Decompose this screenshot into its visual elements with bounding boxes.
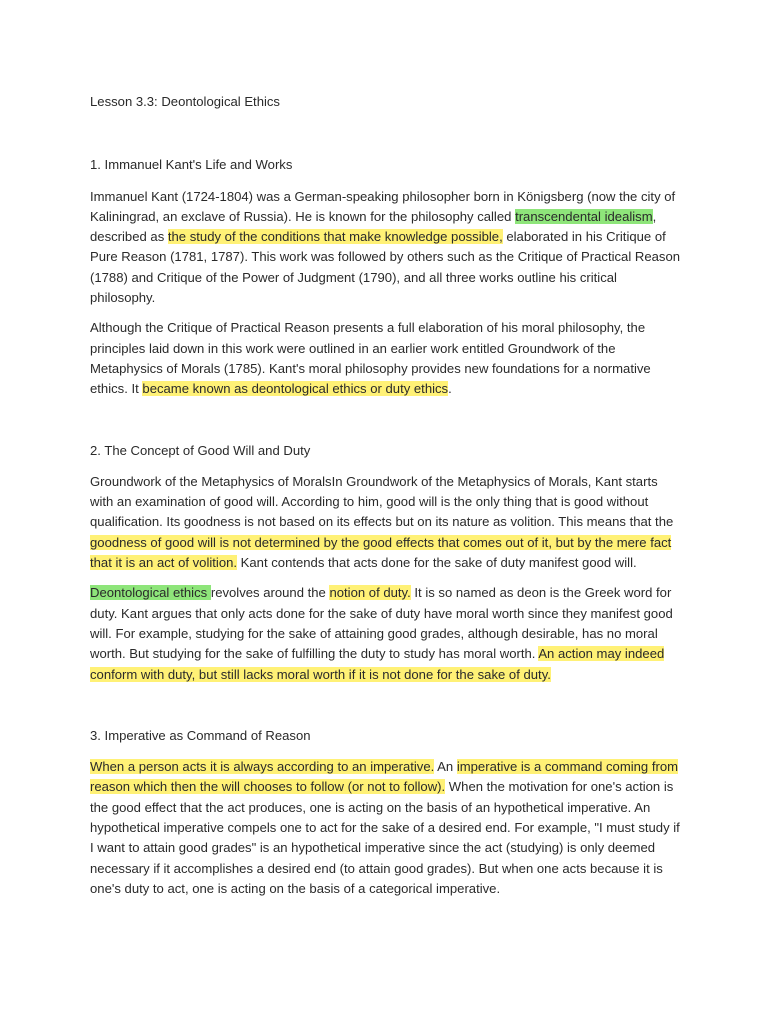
section-kant-life-and-works bbox=[90, 155, 680, 399]
paragraph bbox=[90, 318, 680, 399]
text-run: Immanuel Kant (1724-1804) was a German-speaking philosopher born in Königsberg (now the city of Kaliningrad, an exclave of Russia). He is known for the philosophy called bbox=[90, 188, 676, 224]
text-run: elaborated in his Critique of Pure Reason (1781, 1787). This work was followed by others such as the Critique of Practical Reason (1788) and Critique of the Power of Judgment (1790), and all three works outline his critical philosophy. bbox=[90, 229, 681, 306]
text-run: , described as bbox=[90, 208, 657, 245]
highlight-yellow: imperative is a command coming from reason which then the will chooses to follow (or not to follow). bbox=[90, 759, 679, 795]
highlight-yellow: the study of the conditions that make knowledge possible, bbox=[167, 229, 503, 245]
section-heading: 2. The Concept of Good Will and Duty bbox=[90, 442, 311, 458]
page-title: Lesson 3.3: Deontological Ethics bbox=[90, 94, 280, 109]
text-run: Groundwork of the Metaphysics of MoralsIn Groundwork of the Metaphysics of Morals, Kant starts with an examination of good will. According to him, good will is the only thing that is good without qualification. Its goodness is not based on its effects but on its nature as volition. This means that the bbox=[90, 473, 674, 530]
paragraph bbox=[90, 472, 680, 573]
text-run: . bbox=[448, 381, 452, 397]
text-run: When the motivation for one's action is the good effect that the act produces, one is acting on the basis of an hypothetical imperative. An hypothetical imperative compels one to act for the sake of a desired end. For example, "I must study if I want to attain good grades" is an hypothetical imperative since the act (studying) is only deemed necessary if it accomplishes a desired end (to attain good grades). But when one acts because it is one's duty to act, one is acting on the basis of a categorical imperative. bbox=[90, 779, 680, 896]
highlight-yellow: became known as deontological ethics or duty ethics bbox=[142, 381, 449, 397]
paragraph bbox=[90, 583, 680, 684]
section-heading: 1. Immanuel Kant's Life and Works bbox=[90, 157, 293, 173]
section-imperative-as-command bbox=[90, 726, 680, 899]
section-good-will-and-duty bbox=[90, 441, 680, 685]
highlight-yellow: notion of duty. bbox=[329, 585, 411, 601]
highlight-green: Deontological ethics bbox=[90, 585, 211, 601]
text-run: An bbox=[434, 759, 457, 775]
text-run: It is so named as deon is the Greek word for duty. Kant argues that only acts done for the sake of duty have moral worth since they manifest good will. For example, studying for the sake of attaining good grades, although desirable, has no moral worth. But studying for the sake of fulfilling the duty to study has moral worth. bbox=[90, 585, 673, 662]
highlight-green: transcendental idealism bbox=[515, 208, 653, 224]
paragraph bbox=[90, 757, 680, 899]
highlight-yellow: When a person acts it is always according to an imperative. bbox=[90, 759, 435, 775]
text-run: revolves around the bbox=[210, 585, 330, 601]
text-run: Although the Critique of Practical Reason presents a full elaboration of his moral philosophy, the principles laid down in this work were outlined in an earlier work entitled Groundwork of the Metaphysics of Morals (1785). Kant's moral philosophy provides new foundations for a normative ethics. It bbox=[90, 320, 651, 397]
paragraph bbox=[90, 187, 680, 309]
highlight-yellow: goodness of good will is not determined by the good effects that comes out of it, but by the mere fact that it is an act of volition. bbox=[90, 534, 672, 571]
section-heading: 3. Imperative as Command of Reason bbox=[90, 727, 311, 743]
text-run: Kant contends that acts done for the sake of duty manifest good will. bbox=[237, 555, 637, 571]
highlight-yellow: An action may indeed conform with duty, but still lacks moral worth if it is not done for the sake of duty. bbox=[90, 646, 665, 682]
